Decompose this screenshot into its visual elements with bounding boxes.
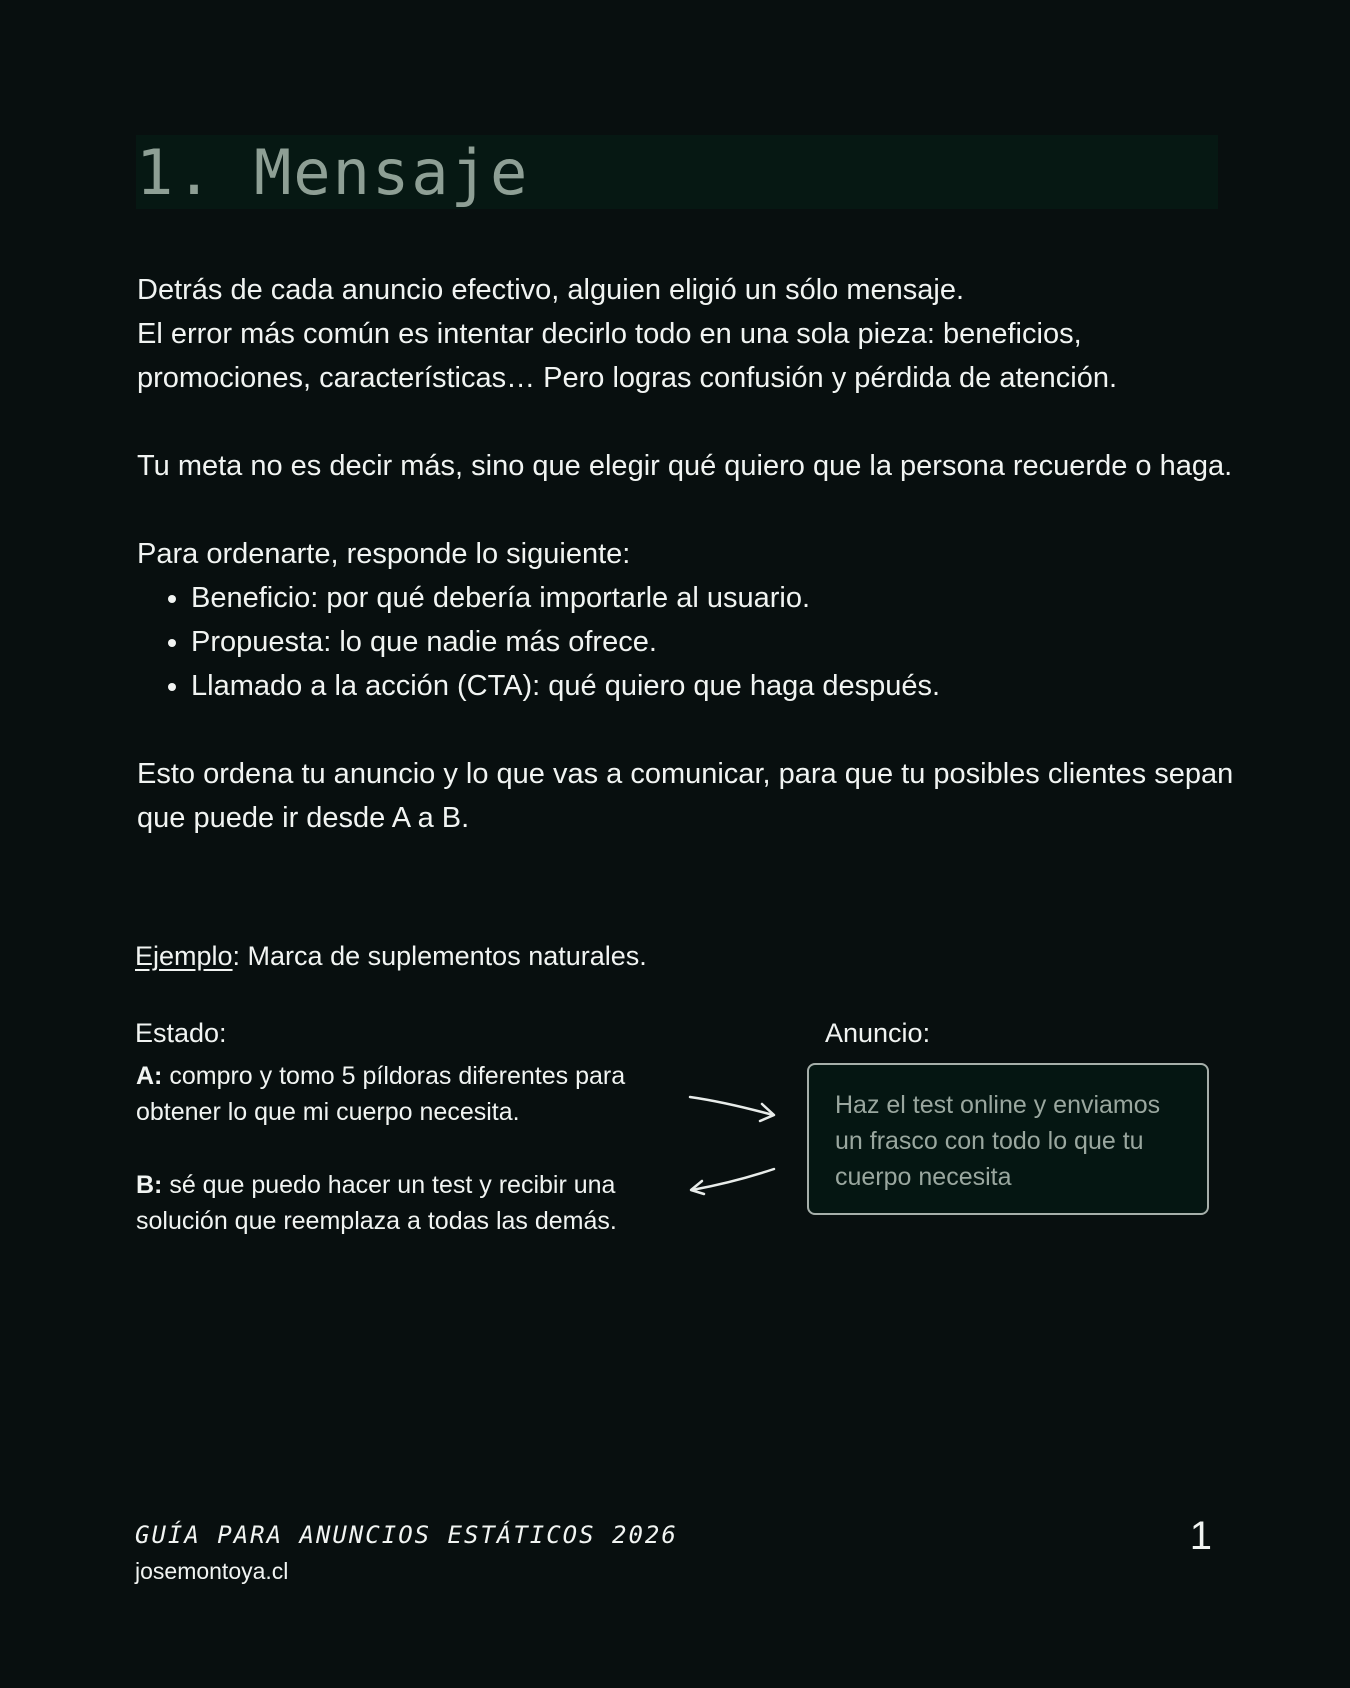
anuncio-label: Anuncio: <box>825 1018 931 1048</box>
estado-label: Estado: <box>135 1018 227 1048</box>
footer-title: GUÍA PARA ANUNCIOS ESTÁTICOS 2026 <box>135 1521 678 1549</box>
footer-site: josemontoya.cl <box>135 1558 289 1584</box>
ad-text: Haz el test online y enviamos un frasco con todo lo que tu cuerpo necesita <box>835 1091 1161 1191</box>
questions-list <box>137 576 1237 708</box>
spacer <box>137 488 1237 532</box>
state-b-label: B: <box>136 1171 163 1199</box>
closing-paragraph: Esto ordena tu anuncio y lo que vas a comunicar, para que tu posibles clientes sepan que puede ir desde A a B. <box>137 758 1234 834</box>
ad-box <box>807 1063 1209 1215</box>
example-line <box>135 938 647 974</box>
arrows-diagram <box>680 1080 800 1200</box>
state-a-text: compro y tomo 5 píldoras diferentes para obtener lo que mi cuerpo necesita. <box>136 1062 626 1126</box>
spacer <box>137 708 1237 752</box>
arrow-left-icon <box>691 1169 774 1194</box>
example-label: Ejemplo <box>135 941 233 971</box>
intro-line-2: El error más común es intentar decirlo todo en una sola pieza: beneficios, promociones, características… Pero logras confusión y pérdida de atención. <box>137 318 1118 394</box>
page-number: 1 <box>1189 1514 1212 1558</box>
intro-line-1: Detrás de cada anuncio efectivo, alguien eligió un sólo mensaje. <box>137 274 965 306</box>
page-title: 1. Mensaje <box>136 136 530 209</box>
list-item: • Beneficio: por qué debería importarle al usuario. <box>191 576 1237 620</box>
state-b-text: sé que puedo hacer un test y recibir una solución que reemplaza a todas las demás. <box>136 1171 617 1235</box>
goal-paragraph: Tu meta no es decir más, sino que elegir qué quiero que la persona recuerde o haga. <box>137 450 1233 482</box>
state-a <box>136 1058 696 1130</box>
arrow-right-icon <box>690 1097 774 1121</box>
prompt-paragraph: Para ordenarte, responde lo siguiente: <box>137 538 631 570</box>
list-item: • Llamado a la acción (CTA): qué quiero que haga después. <box>191 664 1237 708</box>
state-b <box>136 1167 696 1239</box>
state-a-label: A: <box>136 1062 163 1090</box>
body-text <box>137 268 1237 840</box>
spacer <box>137 400 1237 444</box>
example-text: : Marca de suplementos naturales. <box>232 941 647 971</box>
list-item: • Propuesta: lo que nadie más ofrece. <box>191 620 1237 664</box>
